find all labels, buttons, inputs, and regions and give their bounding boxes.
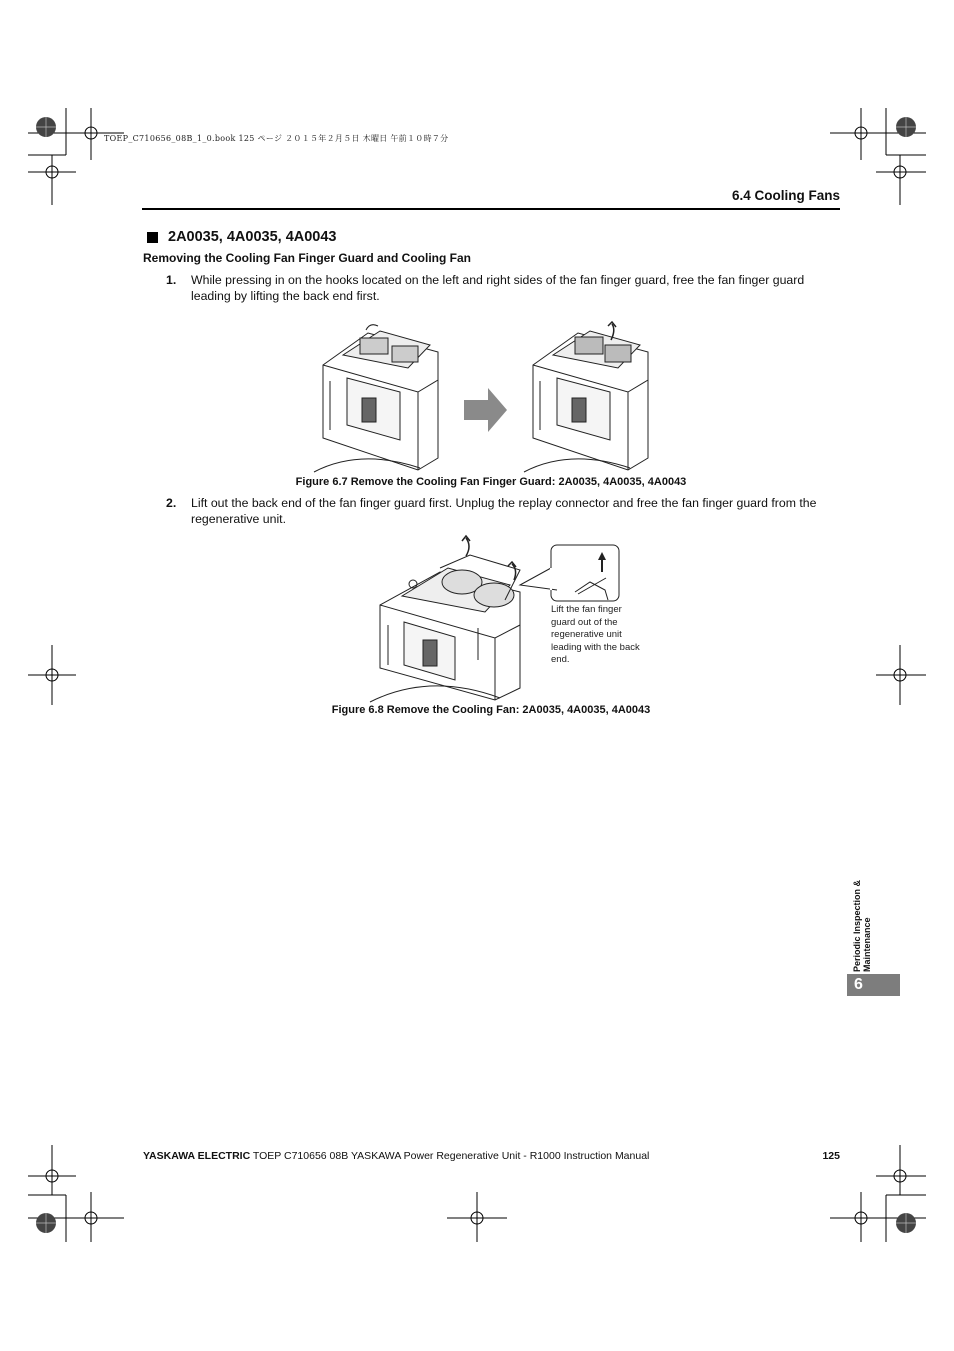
page-number: 125 [822,1150,840,1162]
subheading: Removing the Cooling Fan Finger Guard and Cooling Fan [143,251,471,265]
regen-unit-fan-drawing [370,536,520,702]
step-text: While pressing in on the hooks located on the left and right sides of the fan finger guard, free the fan finger guard leading by lifting the back end first. [191,273,805,303]
footer [143,1150,649,1162]
step-text: Lift out the back end of the fan finger guard first. Unplug the replay connector and free the fan finger guard from the regenerative unit. [191,496,817,526]
figure-6-8-caption: Figure 6.8 Remove the Cooling Fan: 2A0035, 4A0035, 4A0043 [331,704,651,716]
side-tab-text: Periodic Inspection & Maintenance [852,879,872,972]
side-tab-label [848,872,874,972]
chapter-tab: 6 [847,974,900,996]
section-title: 6.4 Cooling Fans [731,188,840,203]
figure-6-7-caption: Figure 6.7 Remove the Cooling Fan Finger Guard: 2A0035, 4A0035, 4A0043 [295,476,687,488]
step-number: 2. [166,496,177,510]
footer-brand: YASKAWA ELECTRIC [143,1150,251,1162]
step-number: 1. [166,273,177,287]
print-header: TOEP_C710656_08B_1_0.book 125 ページ ２０１５年２月５日 木曜日 午前１０時７分 [104,134,449,143]
footer-doc: TOEP C710656 08B YASKAWA Power Regenerative Unit - R1000 Instruction Manual [250,1150,650,1162]
callout-detail [520,545,619,601]
heading-text: 2A0035, 4A0035, 4A0043 [168,229,337,245]
figure-6-8-callout: Lift the fan finger guard out of the regenerative unit leading with the back end. [551,604,640,665]
